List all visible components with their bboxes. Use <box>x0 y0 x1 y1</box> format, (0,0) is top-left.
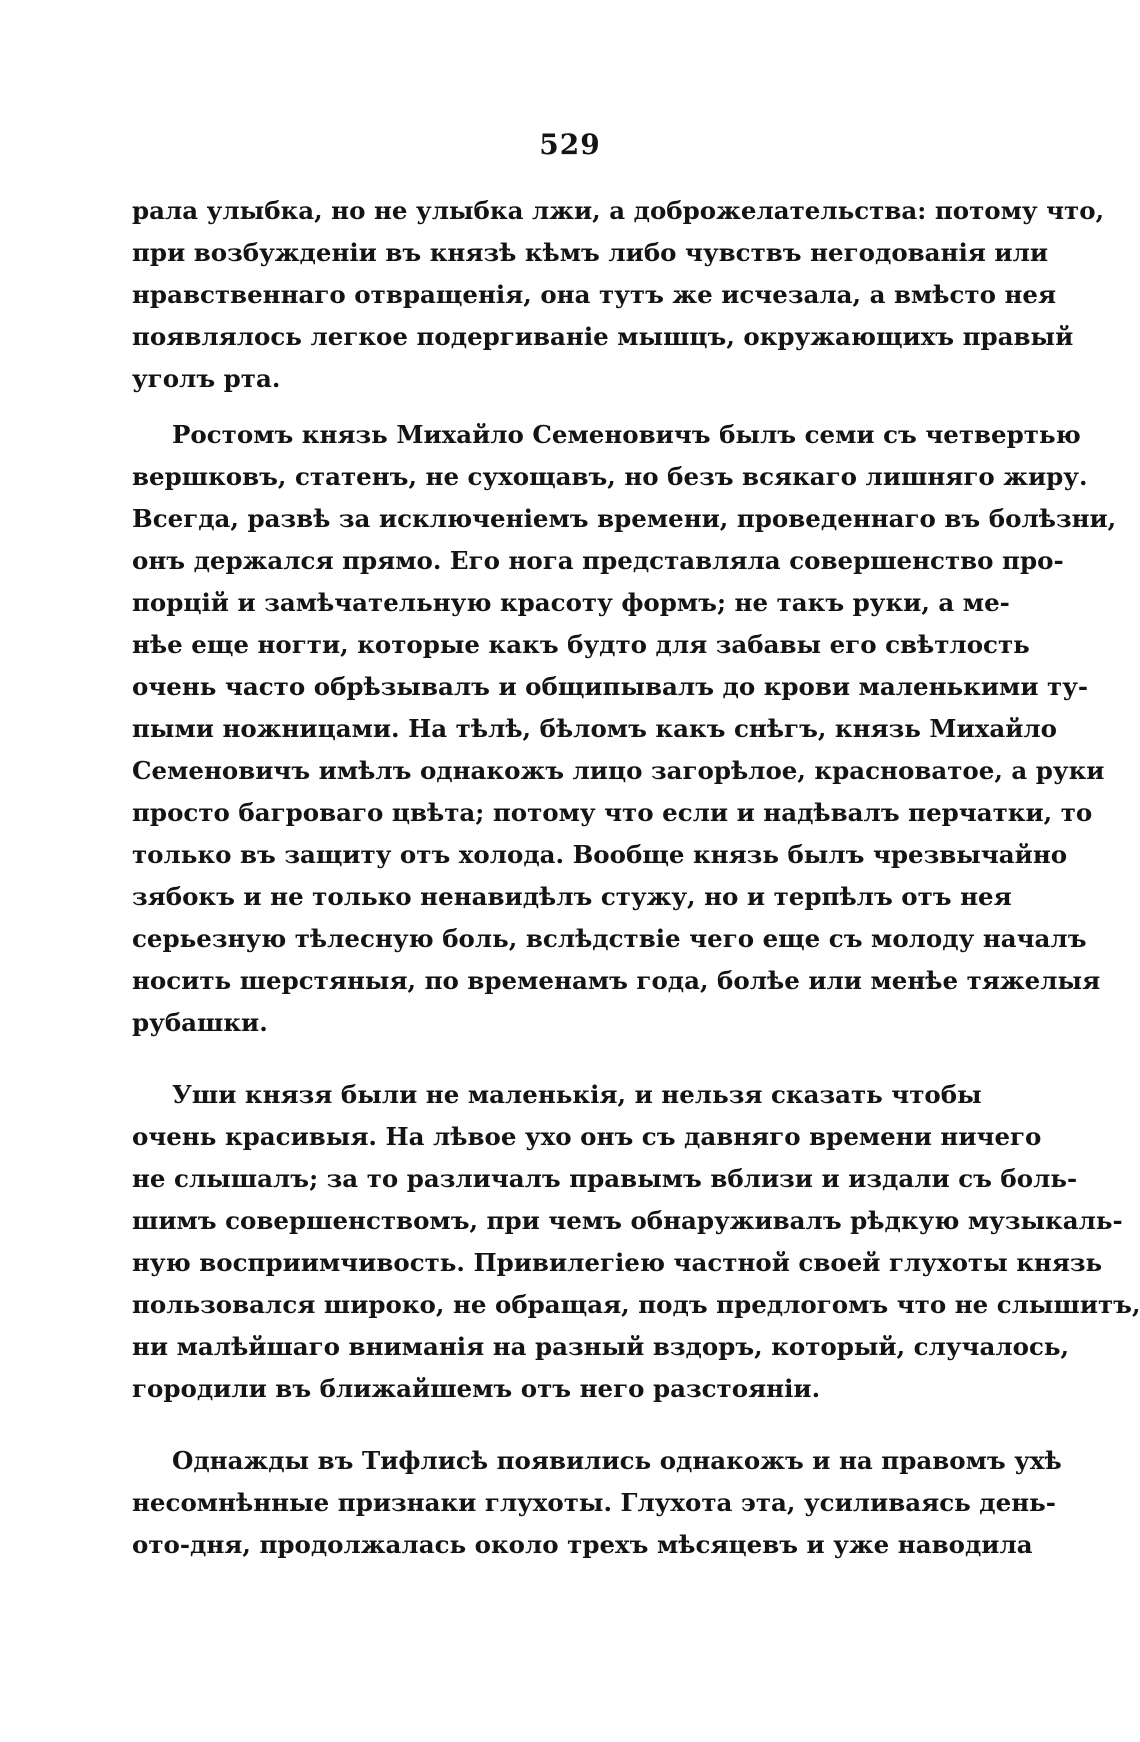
page-number: 529 <box>539 128 601 161</box>
text-line: ную восприимчивость. Привилегіею частной своей глухоты князь <box>132 1248 1103 1277</box>
text-line: очень часто обрѣзывалъ и общипывалъ до крови маленькими ту- <box>132 672 1089 701</box>
text-line: ни малѣйшаго вниманія на разный вздоръ, который, случалось, <box>132 1332 1070 1361</box>
text-line: вершковъ, статенъ, не сухощавъ, но безъ всякаго лишняго жиру. <box>132 462 1088 491</box>
text-line: уголъ рта. <box>132 364 281 393</box>
text-line: носить шерстяныя, по временамъ года, болѣе или менѣе тяжелыя <box>132 966 1101 995</box>
text-line: нравственнаго отвращенія, она тутъ же исчезала, а вмѣсто нея <box>132 280 1057 309</box>
text-line: Семеновичъ имѣлъ однакожъ лицо загорѣлое, красноватое, а руки <box>132 756 1105 785</box>
paragraph-1 <box>132 190 1105 400</box>
text-line: нѣе еще ногти, которые какъ будто для забавы его свѣтлость <box>132 630 1030 659</box>
text-line: только въ защиту отъ холода. Вообще князь былъ чрезвычайно <box>132 840 1068 869</box>
text-line: городили въ ближайшемъ отъ него разстояніи. <box>132 1374 821 1403</box>
text-line: рубашки. <box>132 1008 268 1037</box>
text-line: несомнѣнные признаки глухоты. Глухота эта, усиливаясь день- <box>132 1488 1056 1517</box>
text-line: не слышалъ; за то различалъ правымъ вблизи и издали съ боль- <box>132 1164 1078 1193</box>
text-line: при возбужденіи въ князѣ кѣмъ либо чувствъ негодованія или <box>132 238 1049 267</box>
text-line: пыми ножницами. На тѣлѣ, бѣломъ какъ снѣгъ, князь Михайло <box>132 714 1057 743</box>
text-line: Ростомъ князь Михайло Семеновичъ былъ семи съ четвертью <box>172 420 1081 449</box>
text-line: Всегда, развѣ за исключеніемъ времени, проведеннаго въ болѣзни, <box>132 504 1117 533</box>
paragraph-3 <box>132 1074 1140 1410</box>
text-line: Однажды въ Тифлисѣ появились однакожъ и на правомъ ухѣ <box>172 1446 1062 1475</box>
text-line: рала улыбка, но не улыбка лжи, а доброжелательства: потому что, <box>132 196 1105 225</box>
text-line: серьезную тѣлесную боль, вслѣдствіе чего еще съ молоду началъ <box>132 924 1087 953</box>
paragraph-4 <box>132 1440 1062 1566</box>
text-line: просто багроваго цвѣта; потому что если и надѣвалъ перчатки, то <box>132 798 1093 827</box>
text-line: появлялось легкое подергиваніе мышцъ, окружающихъ правый <box>132 322 1074 351</box>
text-line: пользовался широко, не обращая, подъ предлогомъ что не слышитъ, <box>132 1290 1140 1319</box>
text-line: зябокъ и не только ненавидѣлъ стужу, но и терпѣлъ отъ нея <box>132 882 1012 911</box>
text-line: шимъ совершенствомъ, при чемъ обнаруживалъ рѣдкую музыкаль- <box>132 1206 1123 1235</box>
page-body <box>132 190 1140 1566</box>
text-line: ото-дня, продолжалась около трехъ мѣсяцевъ и уже наводила <box>132 1530 1033 1559</box>
paragraph-2 <box>132 414 1117 1044</box>
text-line: порцій и замѣчательную красоту формъ; не такъ руки, а ме- <box>132 588 1010 617</box>
text-line: онъ держался прямо. Его нога представляла совершенство про- <box>132 546 1064 575</box>
text-line: Уши князя были не маленькія, и нельзя сказать чтобы <box>172 1080 982 1109</box>
text-line: очень красивыя. На лѣвое ухо онъ съ давняго времени ничего <box>132 1122 1042 1151</box>
